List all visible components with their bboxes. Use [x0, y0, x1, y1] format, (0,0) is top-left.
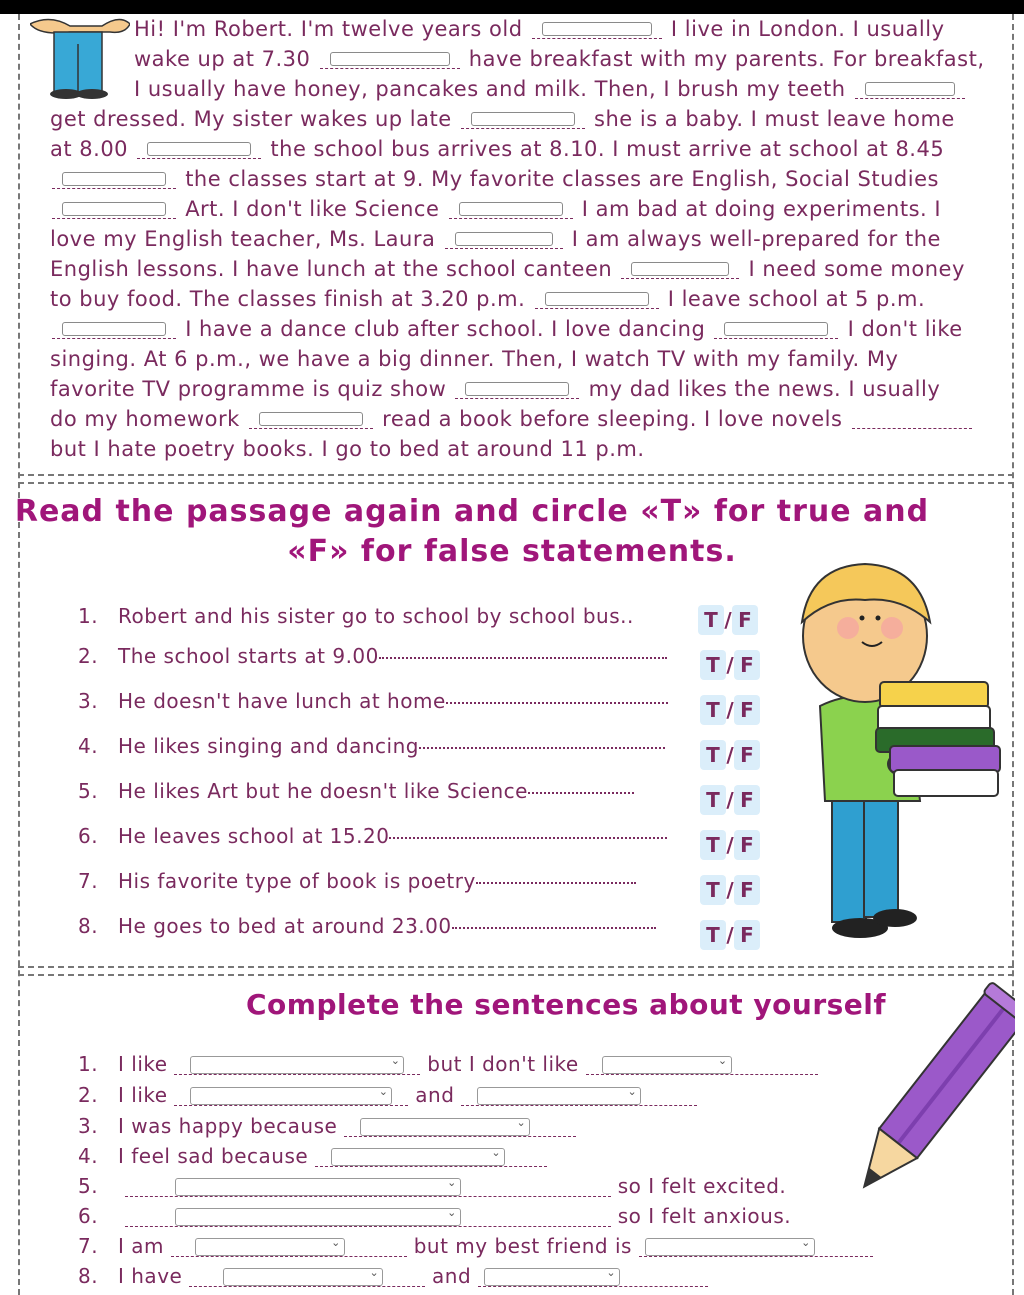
- chevron-down-icon: ⌄: [447, 1175, 457, 1189]
- section2-title-line1: Read the passage again and circle «T» for true and: [14, 494, 930, 529]
- answer-dropdown[interactable]: [315, 1146, 547, 1170]
- tf-choice: T / F: [700, 875, 760, 905]
- false-option[interactable]: F: [734, 920, 760, 950]
- tf-statement: 6. He leaves school at 15.20: [78, 824, 667, 848]
- answer-blank[interactable]: [852, 409, 972, 431]
- chevron-down-icon: ⌄: [390, 1053, 401, 1067]
- top-bar: [0, 0, 1024, 14]
- chevron-down-icon: ⌄: [447, 1205, 457, 1219]
- answer-blank[interactable]: [455, 379, 579, 401]
- true-option[interactable]: T: [698, 605, 724, 635]
- passage-line-5: at 8.00 the school bus arrives at 8.10. I must arrive at school at 8.45: [50, 137, 945, 161]
- passage-line-15: but I hate poetry books. I go to bed at around 11 p.m.: [50, 437, 645, 461]
- answer-dropdown[interactable]: [174, 1085, 408, 1109]
- false-option[interactable]: F: [734, 740, 760, 770]
- answer-blank[interactable]: [461, 109, 585, 131]
- sentence-row: 1. I like ⌄ but I don't like ⌄: [78, 1052, 818, 1078]
- chevron-down-icon: ⌄: [516, 1115, 527, 1129]
- answer-dropdown[interactable]: [478, 1266, 708, 1290]
- section2-title-line2: «F» for false statements.: [287, 534, 737, 569]
- answer-blank[interactable]: [532, 19, 662, 41]
- passage-line-8: love my English teacher, Ms. Laura I am always well-prepared for the: [50, 227, 941, 251]
- answer-dropdown[interactable]: [125, 1176, 611, 1200]
- false-option[interactable]: F: [734, 785, 760, 815]
- false-option[interactable]: F: [734, 830, 760, 860]
- true-option[interactable]: T: [700, 740, 726, 770]
- chevron-down-icon: ⌄: [606, 1265, 617, 1279]
- passage-line-13: favorite TV programme is quiz show my dad likes the news. I usually: [50, 377, 941, 401]
- section-divider: [18, 966, 1014, 976]
- chevron-down-icon: ⌄: [717, 1053, 728, 1067]
- answer-blank[interactable]: [52, 169, 176, 191]
- passage-line-6: the classes start at 9. My favorite classes are English, Social Studies: [50, 164, 939, 194]
- left-border: [18, 14, 20, 1295]
- tf-choice: T / F: [700, 740, 760, 770]
- tf-statement: 1. Robert and his sister go to school by school bus..: [78, 604, 634, 628]
- answer-dropdown[interactable]: [174, 1054, 420, 1078]
- chevron-down-icon: ⌄: [801, 1235, 811, 1249]
- sentence-row: 2. I like ⌄ and ⌄: [78, 1083, 697, 1109]
- answer-blank[interactable]: [535, 289, 659, 311]
- tf-statement: 7. His favorite type of book is poetry: [78, 869, 636, 893]
- sentence-row: 7. I am ⌄ but my best friend is ⌄: [78, 1234, 873, 1260]
- passage-line-11: I have a dance club after school. I love dancing I don't like: [50, 314, 963, 344]
- answer-blank[interactable]: [445, 229, 563, 251]
- boy-with-books-illustration: [780, 556, 1012, 948]
- answer-blank[interactable]: [52, 199, 176, 221]
- tf-choice: T / F: [700, 830, 760, 860]
- true-option[interactable]: T: [700, 875, 726, 905]
- answer-blank[interactable]: [449, 199, 573, 221]
- true-option[interactable]: T: [700, 785, 726, 815]
- passage-line-1: Hi! I'm Robert. I'm twelve years old I live in London. I usually: [134, 17, 945, 41]
- tf-statement: 3. He doesn't have lunch at home: [78, 689, 668, 713]
- tf-choice: T / F: [698, 605, 758, 635]
- answer-dropdown[interactable]: [344, 1116, 576, 1140]
- tf-statement: 5. He likes Art but he doesn't like Science: [78, 779, 634, 803]
- answer-blank[interactable]: [621, 259, 739, 281]
- passage-line-14: do my homework read a book before sleeping. I love novels: [50, 404, 974, 434]
- chevron-down-icon: ⌄: [491, 1145, 502, 1159]
- passage-line-9: English lessons. I have lunch at the school canteen I need some money: [50, 257, 965, 281]
- tf-statement: 8. He goes to bed at around 23.00: [78, 914, 656, 938]
- sentence-row: 3. I was happy because ⌄: [78, 1114, 576, 1140]
- tf-choice: T / F: [700, 785, 760, 815]
- sentence-row: 5. ⌄ so I felt excited.: [78, 1174, 787, 1198]
- passage-line-7: Art. I don't like Science I am bad at doing experiments. I: [50, 194, 941, 224]
- answer-dropdown[interactable]: [125, 1206, 611, 1230]
- tf-statement: 2. The school starts at 9.00: [78, 644, 667, 668]
- chevron-down-icon: ⌄: [627, 1084, 638, 1098]
- answer-blank[interactable]: [855, 79, 965, 101]
- passage-line-3: I usually have honey, pancakes and milk. Then, I brush my teeth: [134, 74, 967, 104]
- answer-dropdown[interactable]: [461, 1085, 697, 1109]
- answer-dropdown[interactable]: [171, 1236, 407, 1260]
- passage-line-2: wake up at 7.30 have breakfast with my parents. For breakfast,: [134, 47, 985, 71]
- boy-legs-illustration: [30, 14, 130, 100]
- section3-title: Complete the sentences about yourself: [246, 988, 887, 1021]
- false-option[interactable]: F: [734, 650, 760, 680]
- passage-line-12: singing. At 6 p.m., we have a big dinner. Then, I watch TV with my family. My: [50, 347, 899, 371]
- true-option[interactable]: T: [700, 920, 726, 950]
- true-option[interactable]: T: [700, 695, 726, 725]
- passage-line-10: to buy food. The classes finish at 3.20 p.m. I leave school at 5 p.m.: [50, 287, 926, 311]
- chevron-down-icon: ⌄: [369, 1265, 380, 1279]
- sentence-row: 4. I feel sad because ⌄: [78, 1144, 547, 1170]
- sentence-row: 6. ⌄ so I felt anxious.: [78, 1204, 792, 1228]
- sentence-row: 8. I have ⌄ and ⌄: [78, 1264, 708, 1290]
- false-option[interactable]: F: [734, 695, 760, 725]
- tf-choice: T / F: [700, 650, 760, 680]
- false-option[interactable]: F: [732, 605, 758, 635]
- answer-blank[interactable]: [714, 319, 838, 341]
- true-option[interactable]: T: [700, 830, 726, 860]
- answer-blank[interactable]: [137, 139, 261, 161]
- answer-blank[interactable]: [249, 409, 373, 431]
- answer-dropdown[interactable]: [639, 1236, 873, 1260]
- tf-statement: 4. He likes singing and dancing: [78, 734, 665, 758]
- chevron-down-icon: ⌄: [331, 1235, 341, 1249]
- chevron-down-icon: ⌄: [378, 1084, 389, 1098]
- tf-choice: T / F: [700, 695, 760, 725]
- answer-dropdown[interactable]: [586, 1054, 818, 1078]
- true-option[interactable]: T: [700, 650, 726, 680]
- answer-dropdown[interactable]: [189, 1266, 425, 1290]
- passage-line-4: get dressed. My sister wakes up late she is a baby. I must leave home: [50, 107, 955, 131]
- false-option[interactable]: F: [734, 875, 760, 905]
- section-divider: [18, 474, 1014, 484]
- pencil-illustration: [850, 980, 1015, 1220]
- tf-choice: T / F: [700, 920, 760, 950]
- answer-blank[interactable]: [320, 49, 460, 71]
- answer-blank[interactable]: [52, 319, 176, 341]
